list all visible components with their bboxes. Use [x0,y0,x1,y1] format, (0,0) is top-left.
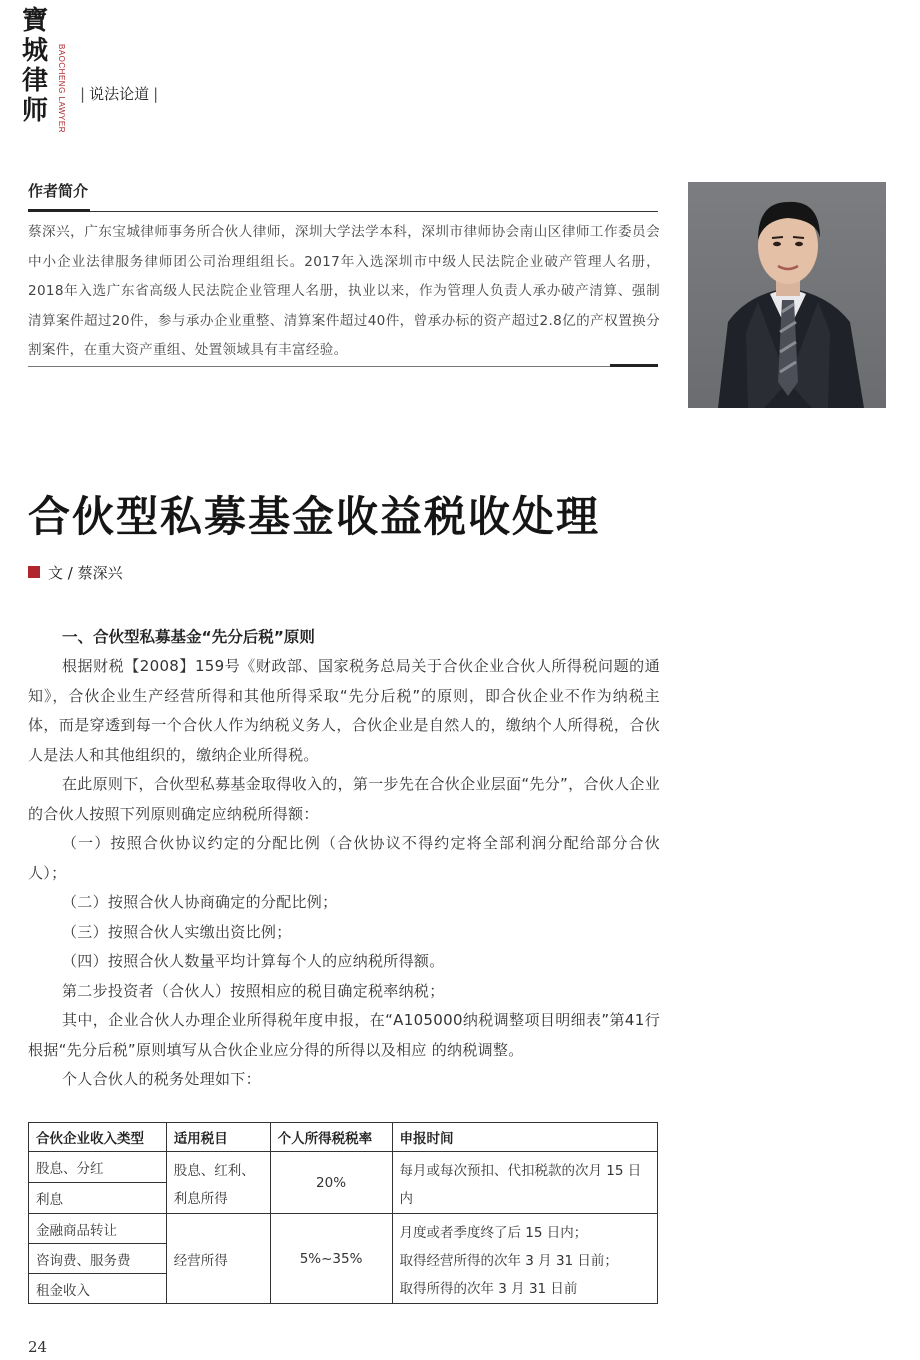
tax-table [28,1122,658,1304]
table-cell: 每月或每次预扣、代扣税款的次月 15 日内 [392,1152,658,1214]
table-cell: 租金收入 [29,1274,167,1304]
table-cell: 利息 [29,1183,167,1214]
filing-line: 月度或者季度终了后 15 日内； [399,1225,588,1241]
table-cell: 咨询费、服务费 [29,1244,167,1274]
paragraph: 个人合伙人的税务处理如下： [62,1070,261,1088]
filing-line: 取得所得的次年 3 月 31 日前 [399,1281,578,1297]
byline-marker [28,566,40,578]
table-row [29,1152,658,1183]
paragraph: （一）按照合伙协议约定的分配比例（合伙协议不得约定将全部利润分配给部分合伙人）； [28,834,660,882]
logo-char: 城 [22,36,49,66]
column-bar-left: | [80,85,86,103]
table-cell [392,1214,658,1304]
filing-line: 取得经营所得的次年 3 月 31 日前； [399,1253,618,1269]
table-cell: 股息、红利、利息所得 [166,1152,270,1214]
table-cell: 经营所得 [166,1214,270,1304]
author-photo [688,182,886,408]
author-bio: 蔡深兴，广东宝城律师事务所合伙人律师，深圳大学法学本科，深圳市律师协会南山区律师工作委员会中小企业法律服务律师团公司治理组组长。2017年入选深圳市中级人民法院企业破产管理人名册，2018年入选广东省高级人民法院企业管理人名册，执业以来，作为管理人负责人承办破产清算、强制清算案件超过20件，参与承办企业重整、清算案件超过40件，曾承办标的资产超过2.8亿的产权置换分割案件，在重大资产重组、处置领域具有丰富经验。 [28,224,660,358]
paragraph: （二）按照合伙人协商确定的分配比例； [62,893,338,911]
logo-char: 律 [22,66,49,96]
divider [28,366,658,367]
logo-char: 师 [22,96,49,126]
logo-english: BAOCHENG LAWYER [57,44,66,133]
table-header: 个人所得税税率 [270,1123,392,1152]
divider [28,211,658,212]
paragraph: 第二步投资者（合伙人）按照相应的税目确定税率纳税； [62,981,445,1000]
paragraph: 其中，企业合伙人办理企业所得税年度申报，在“A105000纳税调整项目明细表”第41行根据“先分后税”原则填写从合伙企业应分得的所得以及相应 的纳税调整。 [28,1011,660,1059]
table-cell: 股息、分红 [29,1152,167,1183]
divider-accent [28,209,90,212]
article-title: 合伙型私募基金收益税收处理 [28,492,601,541]
section-heading: 一、合伙型私募基金“先分后税”原则 [62,628,315,646]
paragraph: 根据财税【2008】159号《财政部、国家税务总局关于合伙企业合伙人所得税问题的通知》，合伙企业生产经营所得和其他所得采取“先分后税”的原则，即合伙企业不作为纳税主体，而是穿透到每一个合伙人作为纳税义务人，合伙企业是自然人的，缴纳个人所得税，合伙人是法人和其他组织的，缴纳企业所得税。 [28,657,660,764]
page-number: 24 [28,1338,48,1356]
byline: 文 / 蔡深兴 [48,564,123,582]
divider-accent [610,364,658,367]
brand-logo [22,6,50,126]
table-header: 适用税目 [166,1123,270,1152]
table-cell: 20% [270,1152,392,1214]
table-cell: 5%~35% [270,1214,392,1304]
column-name: 说法论道 [89,85,150,103]
paragraph: （四）按照合伙人数量平均计算每个人的应纳税所得额。 [62,952,445,970]
table-cell: 金融商品转让 [29,1214,167,1244]
table-row [29,1214,658,1244]
table-header: 合伙企业收入类型 [29,1123,167,1152]
column-bar-right: | [153,85,159,103]
portrait-illustration [688,182,886,408]
column-tag [76,83,162,104]
paragraph: 在此原则下，合伙型私募基金取得收入的，第一步先在合伙企业层面“先分”，合伙人企业的合伙人按照下列原则确定应纳税所得额： [28,775,660,823]
article-body [28,652,660,1095]
logo-char: 寶 [22,6,49,36]
table-header-row [29,1123,658,1152]
table-header: 申报时间 [392,1123,658,1152]
paragraph: （三）按照合伙人实缴出资比例； [62,922,292,941]
author-section-title: 作者简介 [28,182,89,200]
